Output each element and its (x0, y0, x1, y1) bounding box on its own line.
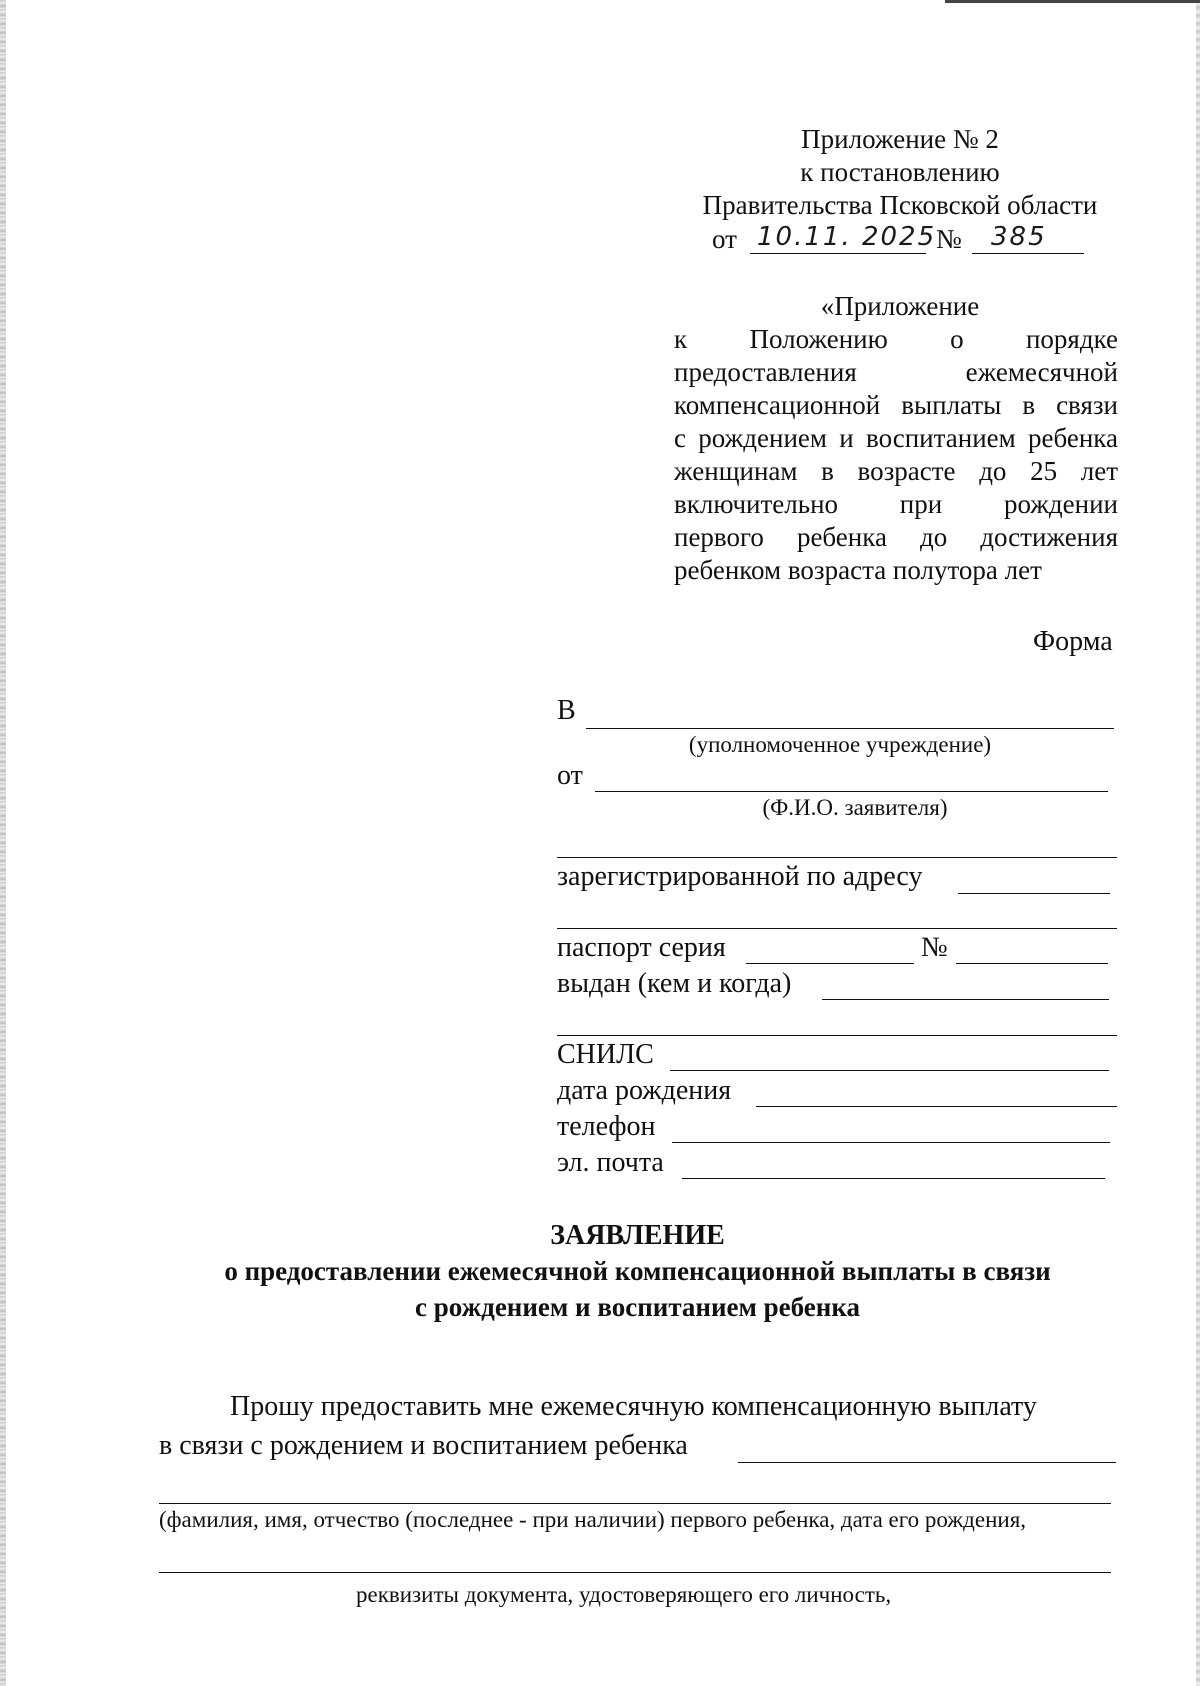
snils-label: СНИЛС (557, 1039, 654, 1070)
child-caption-1: (фамилия, имя, отчество (последнее - при наличии) первого ребенка, дата его рождения, (159, 1507, 1027, 1532)
appendix-line-5: женщинам в возрасте до 25 лет (674, 456, 1118, 486)
appendix-line-2: предоставления ежемесячной (674, 357, 1118, 387)
statement-body-2: в связи с рождением и воспитанием ребенка (159, 1430, 688, 1461)
phone-line[interactable] (672, 1142, 1110, 1143)
statement-subtitle-2: с рождением и воспитанием ребенка (415, 1292, 860, 1322)
email-line[interactable] (682, 1178, 1105, 1179)
date-prefix: от (712, 224, 737, 254)
phone-label: телефон (557, 1111, 656, 1142)
passport-number-label: № (921, 932, 948, 963)
scan-edge-left (0, 0, 6, 1686)
appendix-line-3: компенсационной выплаты в связи (674, 390, 1118, 420)
scan-edge-right (1196, 0, 1200, 1686)
appendix-line-1: к Положению о порядке (674, 324, 1118, 354)
birth-date-line[interactable] (756, 1106, 1117, 1107)
to-caption: (уполномоченное учреждение) (688, 732, 992, 757)
from-line[interactable] (595, 791, 1108, 792)
statement-subtitle-1: о предоставлении ежемесячной компенсационной выплаты в связи (224, 1256, 1051, 1286)
issued-extra-line[interactable] (557, 1035, 1117, 1036)
date-handwritten: 10.11. 2025 (757, 222, 937, 252)
appendix-line-8: ребенком возраста полутора лет (674, 555, 1042, 585)
child-line-3[interactable] (159, 1572, 1111, 1573)
child-line-1[interactable] (738, 1462, 1116, 1463)
email-label: эл. почта (557, 1147, 664, 1178)
appendix-number: Приложение № 2 (801, 124, 999, 154)
issued-label: выдан (кем и когда) (557, 968, 792, 999)
statement-title: ЗАЯВЛЕНИЕ (550, 1220, 725, 1251)
address-line[interactable] (557, 928, 1117, 929)
appendix-line-6: включительно при рождении (674, 489, 1118, 519)
form-label: Форма (1033, 626, 1113, 657)
passport-series-label: паспорт серия (557, 932, 726, 963)
statement-body-1: Прошу предоставить мне ежемесячную компенсационную выплату (230, 1391, 1037, 1422)
number-prefix: № (936, 224, 962, 254)
passport-number-line[interactable] (956, 963, 1108, 964)
from-label: от (557, 760, 583, 791)
appendix-line-7: первого ребенка до достижения (674, 522, 1118, 552)
snils-line[interactable] (670, 1070, 1109, 1071)
issued-line[interactable] (822, 999, 1109, 1000)
child-line-2[interactable] (159, 1503, 1111, 1504)
to-label: В (557, 695, 576, 726)
registered-line[interactable] (958, 893, 1110, 894)
number-handwritten: 385 (991, 222, 1047, 252)
to-resolution: к постановлению (800, 157, 1000, 187)
registered-label: зарегистрированной по адресу (557, 861, 923, 892)
from-caption: (Ф.И.О. заявителя) (762, 795, 948, 820)
appendix-line-4: с рождением и воспитанием ребенка (674, 423, 1118, 453)
appendix-title: «Приложение (820, 291, 980, 321)
birth-date-label: дата рождения (557, 1075, 732, 1106)
date-underline (750, 253, 926, 254)
passport-series-line[interactable] (746, 963, 914, 964)
child-caption-2: реквизиты документа, удостоверяющего его личность, (356, 1582, 892, 1607)
government-name: Правительства Псковской области (702, 190, 1098, 220)
scan-edge-top (945, 0, 1200, 3)
applicant-name-line[interactable] (557, 857, 1117, 858)
number-underline (972, 253, 1084, 254)
to-line[interactable] (586, 728, 1114, 729)
